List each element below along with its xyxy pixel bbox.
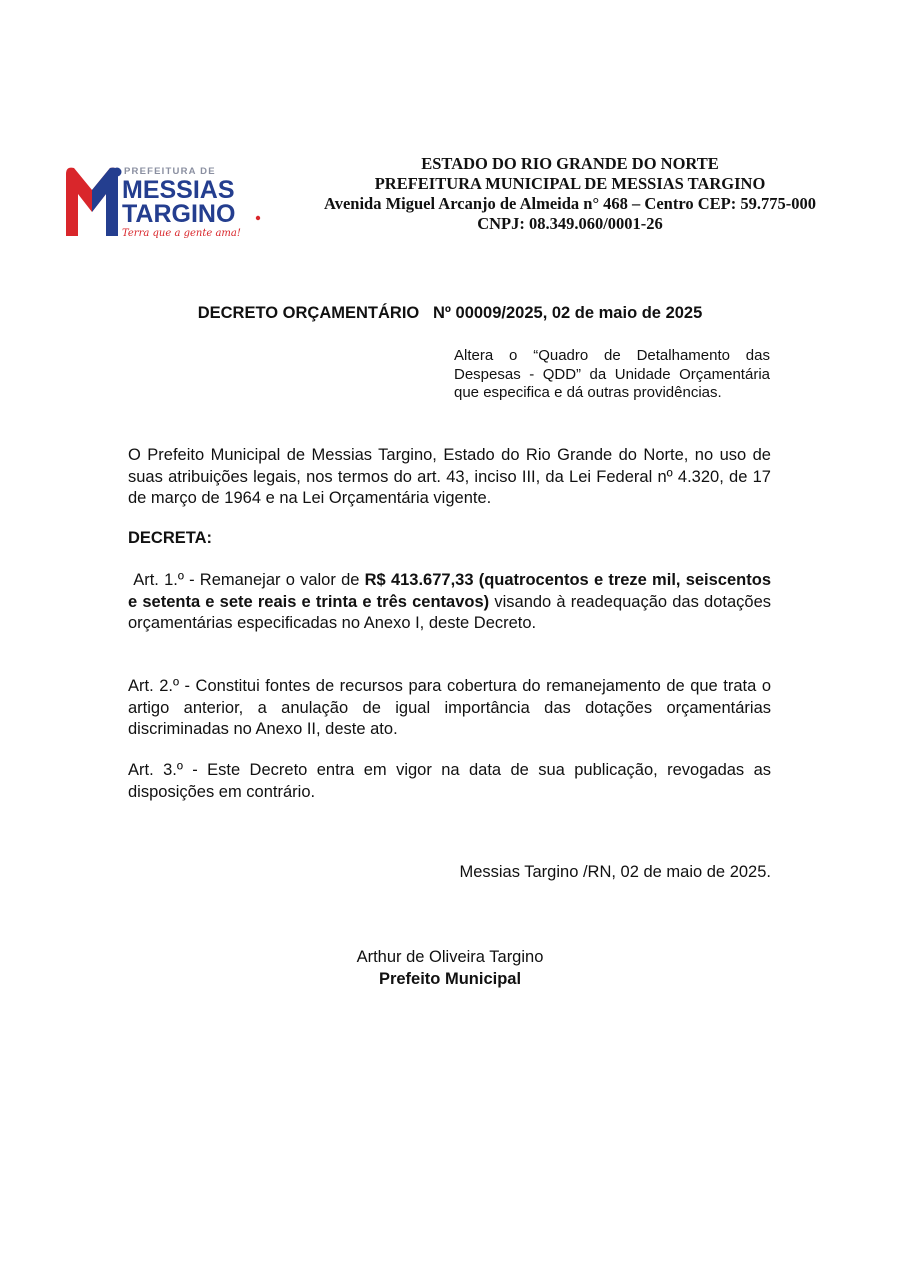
article-1-prefix: Art. 1.º - Remanejar o valor de: [128, 571, 365, 589]
document-header: [290, 154, 850, 234]
logo-name-line1: MESSIAS: [122, 176, 235, 204]
header-cnpj: CNPJ: 08.349.060/0001-26: [477, 214, 663, 233]
article-1: [128, 570, 771, 635]
article-1-amount: R$ 413.677,33 (quatrocentos e treze mil, seiscentos e setenta e sete reais e trinta e três centavos): [128, 571, 771, 611]
signer-name: Arthur de Oliveira Targino: [356, 948, 544, 966]
place-date: Messias Targino /RN, 02 de maio de 2025.: [459, 863, 771, 881]
signer-role: Prefeito Municipal: [378, 969, 522, 988]
decree-title: DECRETO ORÇAMENTÁRIO Nº 00009/2025, 02 de maio de 2025: [197, 304, 703, 322]
article-1-suffix: visando à readequação das dotações orçamentárias especificadas no Anexo I, deste Decreto.: [128, 592, 771, 632]
header-address: Avenida Miguel Arcanjo de Almeida n° 468 – Centro CEP: 59.775-000: [324, 194, 816, 213]
municipality-logo: [62, 160, 262, 242]
header-state: ESTADO DO RIO GRANDE DO NORTE: [421, 154, 719, 173]
article-3: Art. 3.º - Este Decreto entra em vigor na data de sua publicação, revogadas as disposições em contrário.: [128, 761, 771, 801]
decree-ementa: Altera o “Quadro de Detalhamento das Despesas - QDD” da Unidade Orçamentária que especifica e dá outras providências.: [454, 347, 770, 401]
logo-name-line2: TARGINO: [122, 200, 236, 228]
signature-block: [300, 947, 600, 990]
decree-preamble: O Prefeito Municipal de Messias Targino, Estado do Rio Grande do Norte, no uso de suas atribuições legais, nos termos do art. 43, inciso III, da Lei Federal nº 4.320, de 17 de março de 1964 e na Lei Orçamentária vigente.: [128, 446, 771, 507]
decreta-heading: DECRETA:: [128, 529, 213, 547]
logo-top-text: PREFEITURA DE: [124, 166, 216, 177]
header-municipality: PREFEITURA MUNICIPAL DE MESSIAS TARGINO: [374, 174, 766, 193]
logo-slogan: Terra que a gente ama!: [122, 228, 241, 239]
article-2: Art. 2.º - Constitui fontes de recursos para cobertura do remanejamento de que trata o artigo anterior, a anulação de igual importância das dotações orçamentárias discriminadas no Anexo II, deste ato.: [128, 677, 771, 738]
